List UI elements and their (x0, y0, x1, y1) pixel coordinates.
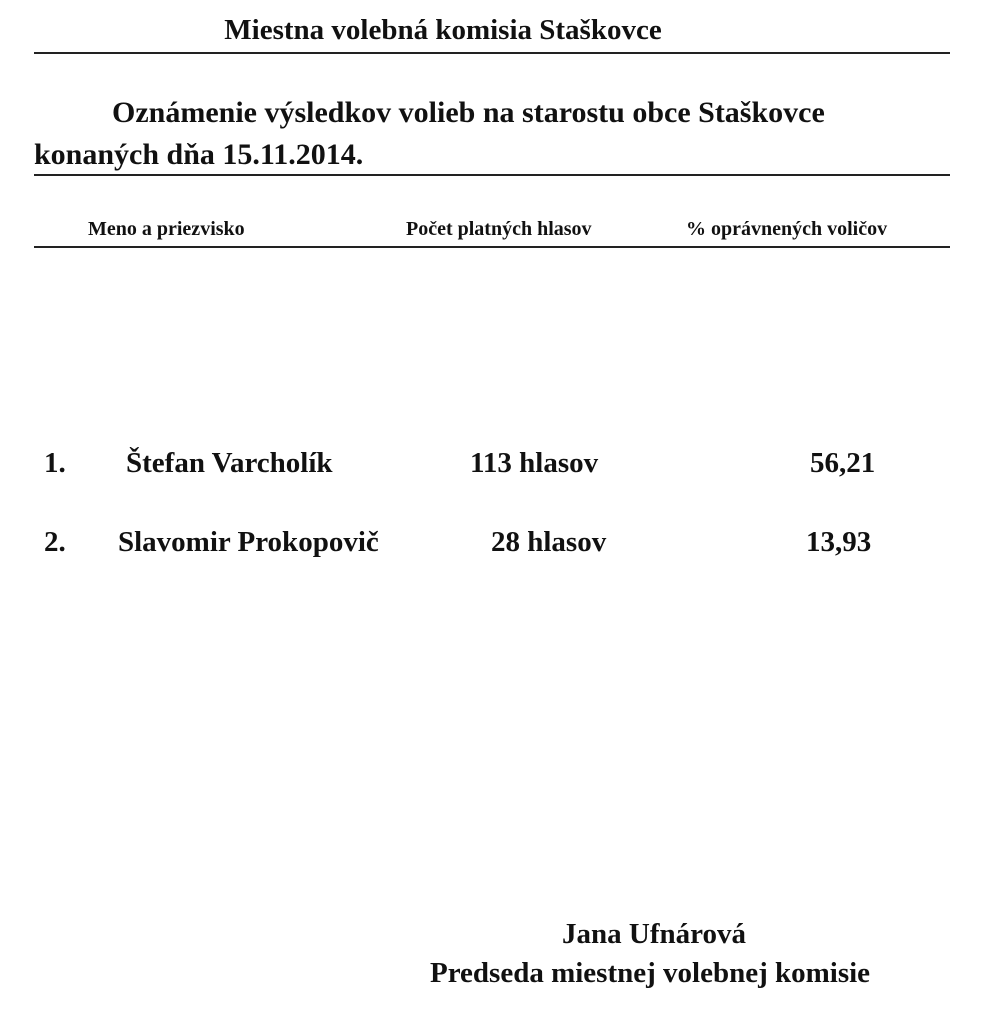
candidate-percent: 13,93 (806, 526, 872, 558)
column-header-name: Meno a priezvisko (88, 218, 245, 240)
candidate-name: Štefan Varcholík (126, 447, 333, 479)
candidate-votes: 113 hlasov (470, 447, 599, 479)
candidate-votes: 28 hlasov (491, 526, 607, 558)
signatory-name: Jana Ufnárová (562, 918, 746, 950)
announcement-title-line-2: konaných dňa 15.11.2014. (34, 138, 364, 171)
column-header-votes: Počet platných hlasov (406, 218, 592, 240)
candidate-name: Slavomir Prokopovič (118, 526, 379, 558)
commission-heading: Miestna volebná komisia Staškovce (224, 14, 662, 46)
heading-divider (34, 52, 950, 54)
announcement-title-line-1: Oznámenie výsledkov volieb na starostu obce Staškovce (112, 96, 825, 129)
candidate-percent: 56,21 (810, 447, 876, 479)
signatory-role: Predseda miestnej volebnej komisie (430, 957, 871, 989)
row-rank: 1. (44, 447, 66, 479)
title-divider (34, 174, 950, 176)
row-rank: 2. (44, 526, 66, 558)
table-header-divider (34, 246, 950, 248)
column-header-percent: % oprávnených voličov (686, 218, 888, 240)
